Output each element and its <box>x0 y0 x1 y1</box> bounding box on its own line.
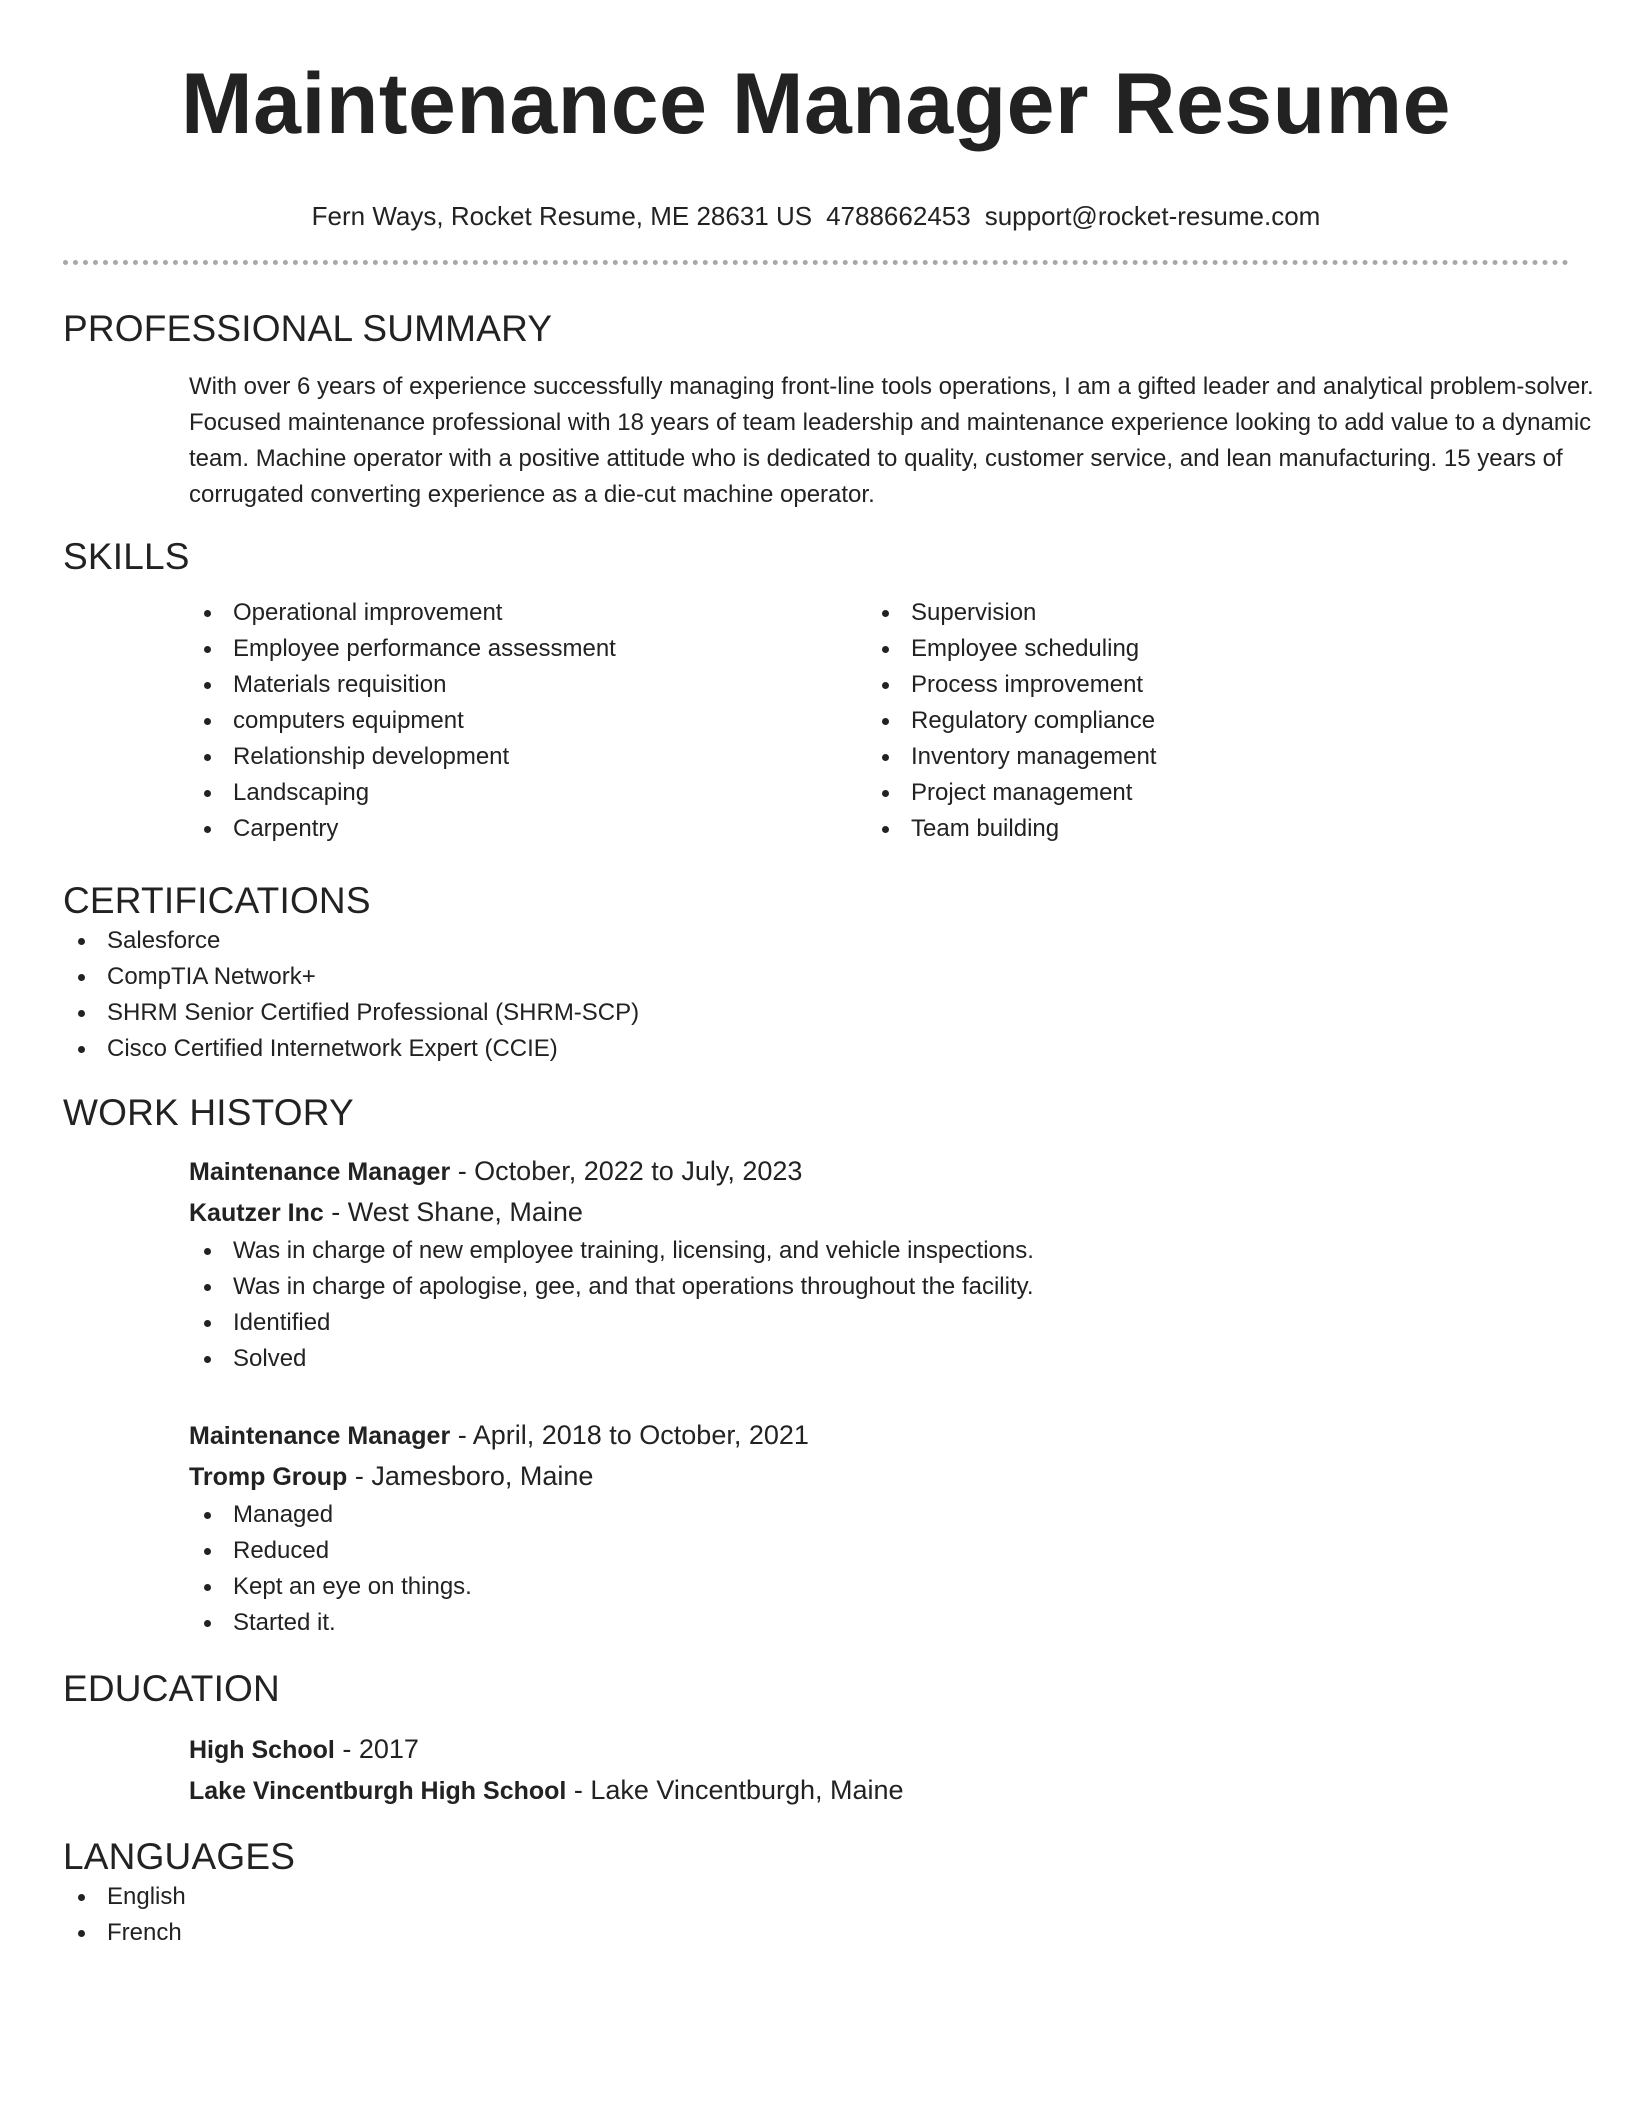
list-item: Was in charge of new employee training, licensing, and vehicle inspections. <box>189 1233 1569 1269</box>
list-item: Started it. <box>189 1605 1569 1641</box>
section-heading-skills: SKILLS <box>63 536 190 577</box>
certifications-list <box>63 923 1569 1067</box>
summary-section <box>63 307 1594 513</box>
list-item: Operational improvement <box>189 595 867 631</box>
list-item: Carpentry <box>189 811 867 847</box>
list-item: Identified <box>189 1305 1569 1341</box>
list-item: Salesforce <box>63 923 1569 959</box>
summary-text: With over 6 years of experience successfully managing front-line tools operations, I am a gifted leader and analytical problem-solver. Focused maintenance professional with 18 years of team leadership and maintenance experience looking to add value to a dynamic team. Machine operator with a positive attitude who is dedicated to quality, customer service, and lean manufacturing. 15 years of corrugated converting experience as a die-cut machine operator. <box>189 373 1594 508</box>
education-entry <box>189 1729 1569 1811</box>
list-item: Landscaping <box>189 775 867 811</box>
job-entry <box>189 1151 1569 1377</box>
certifications-section <box>63 879 1569 1067</box>
languages-list <box>63 1879 1569 1951</box>
list-item: computers equipment <box>189 703 867 739</box>
job-title-line <box>189 1151 1569 1192</box>
contact-email: support@rocket-resume.com <box>984 201 1321 231</box>
list-item: Team building <box>867 811 1545 847</box>
list-item: Managed <box>189 1497 1569 1533</box>
work-history-section <box>63 1091 1569 1641</box>
job-entry <box>189 1415 1569 1641</box>
job-dates: - October, 2022 to July, 2023 <box>450 1156 803 1186</box>
list-item: Cisco Certified Internetwork Expert (CCIE) <box>63 1031 1569 1067</box>
contact-address: Fern Ways, Rocket Resume, ME 28631 US <box>311 201 813 231</box>
skills-section <box>63 535 1569 847</box>
list-item: English <box>63 1879 1569 1915</box>
list-item: Kept an eye on things. <box>189 1569 1569 1605</box>
header-divider <box>63 260 1569 265</box>
skills-column-left <box>189 595 867 847</box>
job-company: Tromp Group <box>189 1463 348 1491</box>
list-item: Employee scheduling <box>867 631 1545 667</box>
list-item: Materials requisition <box>189 667 867 703</box>
section-heading-summary: PROFESSIONAL SUMMARY <box>63 308 553 349</box>
section-heading-certifications: CERTIFICATIONS <box>63 880 371 921</box>
list-item: Was in charge of apologise, gee, and that operations throughout the facility. <box>189 1269 1569 1305</box>
job-dates: - April, 2018 to October, 2021 <box>450 1420 809 1450</box>
resume-title: Maintenance Manager Resume <box>181 56 1451 152</box>
education-section <box>63 1667 1569 1811</box>
education-degree-line <box>189 1729 1569 1770</box>
section-heading-education: EDUCATION <box>63 1668 280 1709</box>
list-item: SHRM Senior Certified Professional (SHRM-SCP) <box>63 995 1569 1031</box>
section-heading-work-history: WORK HISTORY <box>63 1092 354 1133</box>
education-year: - 2017 <box>334 1734 419 1764</box>
section-heading-languages: LANGUAGES <box>63 1836 296 1877</box>
job-company: Kautzer Inc <box>189 1199 324 1227</box>
job-location: - Jamesboro, Maine <box>347 1461 594 1491</box>
job-location: - West Shane, Maine <box>323 1197 583 1227</box>
list-item: Inventory management <box>867 739 1545 775</box>
education-degree: High School <box>189 1736 335 1764</box>
job-duties-list <box>189 1497 1569 1641</box>
job-company-line <box>189 1456 1569 1497</box>
job-title: Maintenance Manager <box>189 1422 451 1450</box>
job-duties-list <box>189 1233 1569 1377</box>
list-item: CompTIA Network+ <box>63 959 1569 995</box>
list-item: Regulatory compliance <box>867 703 1545 739</box>
list-item: Supervision <box>867 595 1545 631</box>
education-school-line <box>189 1770 1569 1811</box>
list-item: Relationship development <box>189 739 867 775</box>
list-item: Solved <box>189 1341 1569 1377</box>
contact-phone: 4788662453 <box>826 201 971 231</box>
education-location: - Lake Vincentburgh, Maine <box>566 1775 904 1805</box>
list-item: Process improvement <box>867 667 1545 703</box>
job-title-line <box>189 1415 1569 1456</box>
job-company-line <box>189 1192 1569 1233</box>
list-item: Reduced <box>189 1533 1569 1569</box>
languages-section <box>63 1835 1569 1951</box>
list-item: Employee performance assessment <box>189 631 867 667</box>
skills-grid <box>189 595 1569 847</box>
job-title: Maintenance Manager <box>189 1158 451 1186</box>
list-item: Project management <box>867 775 1545 811</box>
list-item: French <box>63 1915 1569 1951</box>
contact-line <box>63 200 1569 232</box>
skills-column-right <box>867 595 1545 847</box>
education-school: Lake Vincentburgh High School <box>189 1777 567 1805</box>
